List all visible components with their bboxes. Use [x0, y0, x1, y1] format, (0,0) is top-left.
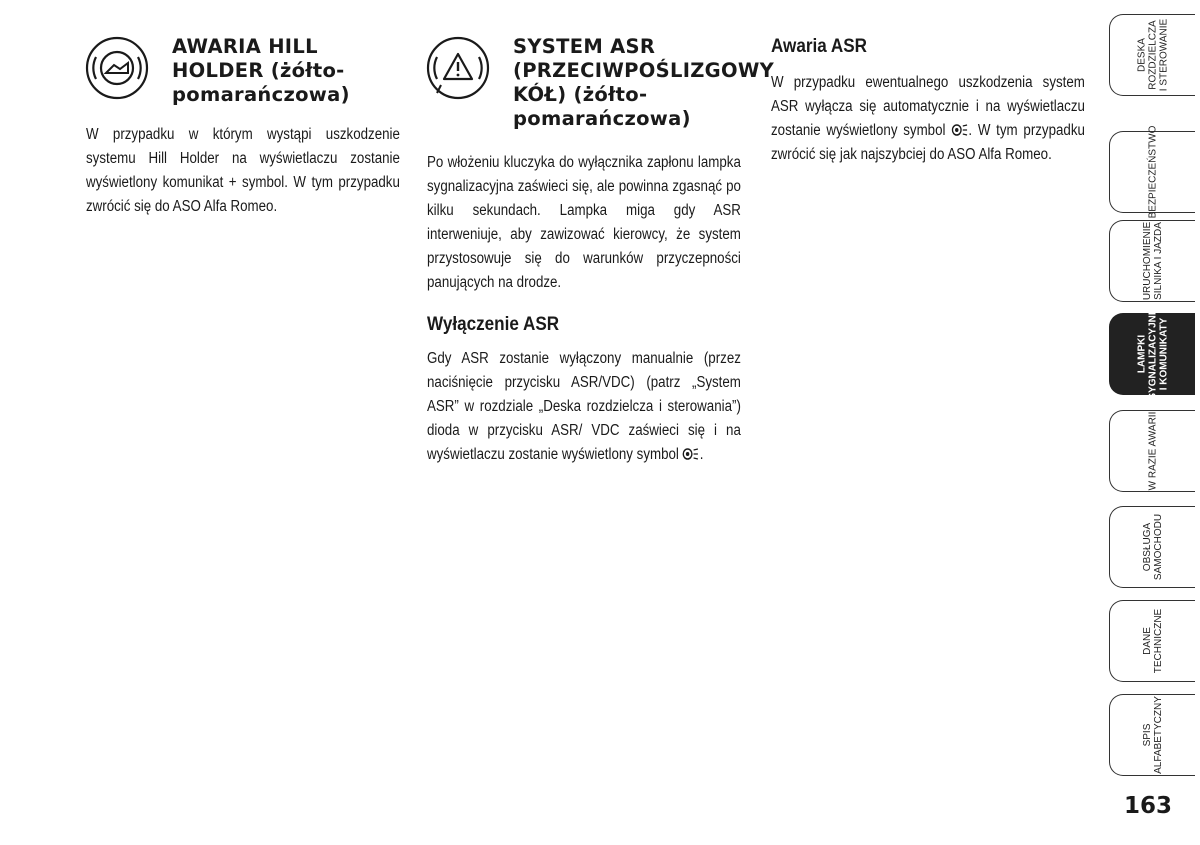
tab-label: LAMPKI SYGNALIZACYJNE I KOMUNIKATY	[1136, 308, 1169, 400]
tab-label: DANE TECHNICZNE	[1141, 608, 1164, 674]
subsection-text: Gdy ASR zostanie wyłączony manualnie (przez naciśnięcie przycisku ASR/VDC) (patrz „System ASR” w rozdziale „Deska rozdzielcza i sterowania”) dioda w przycisku ASR/ VDC zaświeci się i na wyświetlaczu zostanie wyświetlony symbol	[427, 350, 741, 463]
section-title: AWARIA HILL HOLDER (żółto- pomarańczowa)	[172, 35, 350, 106]
page-number: 163	[1124, 793, 1173, 819]
subsection-title: Wyłączenie ASR	[427, 314, 560, 335]
chapter-tabs	[1109, 0, 1200, 845]
tab-label: SPIS ALFABETYCZNY	[1141, 696, 1164, 774]
asr-warning-icon	[425, 35, 491, 101]
tab-bezpieczenstwo[interactable]	[1109, 125, 1195, 219]
tab-w-razie-awarii[interactable]	[1109, 410, 1195, 492]
tab-spis-alfabetyczny[interactable]	[1109, 694, 1195, 776]
tab-label: BEZPIECZEŃSTWO	[1147, 125, 1158, 219]
asr-off-symbol-icon	[951, 123, 968, 137]
section-body: Po włożeniu kluczyka do wyłącznika zapłonu lampka sygnalizacyjna zaświeci się, ale powinna zgasnąć po kilku sekundach. Lampka miga gdy ASR interweniuje, aby zawizować kierowcy, że system przystosowuje się do warunków przyczepności panujących na drodze.	[427, 154, 741, 291]
tab-label: URUCHOMIENIE SILNIKA I JAZDA	[1141, 221, 1164, 301]
section-body: W przypadku w którym wystąpi uszkodzenie systemu Hill Holder na wyświetlaczu zostanie wyświetlony komunikat + symbol. W tym przypadku zwrócić się do ASO Alfa Romeo.	[86, 126, 400, 215]
tab-obsluga-samochodu[interactable]	[1109, 506, 1195, 588]
tab-lampki-sygnalizacyjne[interactable]	[1109, 308, 1195, 400]
subsection-end: .	[699, 446, 704, 463]
subsection-body	[427, 347, 741, 467]
tab-dane-techniczne[interactable]	[1109, 600, 1195, 682]
section-title: SYSTEM ASR (PRZECIWPOŚLIZGOWY KÓŁ) (żółto- pomarańczowa)	[513, 35, 775, 130]
tab-label: W RAZIE AWARII	[1147, 411, 1158, 491]
tab-label: DESKA ROZDZIELCZA I STEROWANIE	[1136, 18, 1169, 92]
subsection-text-end: . W tym przypadku zwrócić się jak najszybciej do ASO Alfa Romeo.	[771, 122, 1085, 163]
subsection-body	[771, 71, 1085, 167]
hill-holder-warning-icon	[84, 35, 150, 101]
subsection-text: W przypadku ewentualnego uszkodzenia system ASR wyłącza się automatycznie i na wyświetlaczu zostanie wyświetlony symbol	[771, 74, 1085, 139]
tab-uruchomienie[interactable]	[1109, 220, 1195, 302]
asr-off-symbol-icon	[683, 447, 700, 461]
tab-deska-rozdzielcza[interactable]	[1109, 14, 1195, 96]
tab-label: OBSŁUGA SAMOCHODU	[1141, 513, 1164, 581]
subsection-title: Awaria ASR	[771, 36, 867, 57]
